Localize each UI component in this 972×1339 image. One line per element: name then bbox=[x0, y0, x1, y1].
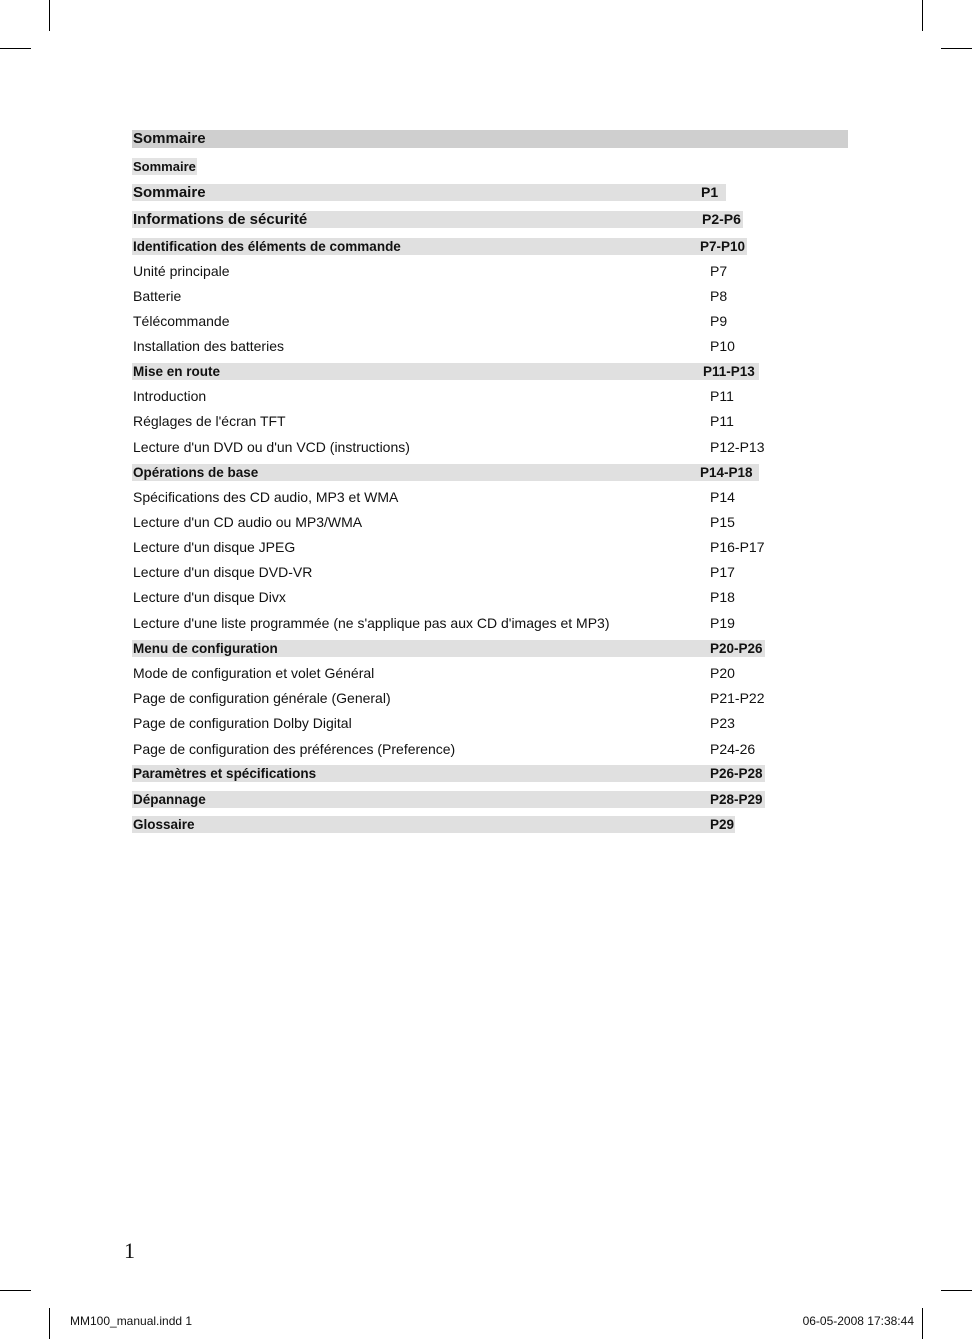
toc-entry-page: P23 bbox=[710, 715, 735, 731]
crop-mark bbox=[0, 1290, 31, 1291]
toc-entry bbox=[132, 514, 832, 532]
toc-entry bbox=[132, 184, 832, 202]
crop-mark bbox=[941, 48, 972, 49]
toc-entry-label: Lecture d'un disque DVD-VR bbox=[133, 564, 313, 580]
toc-entry-label: Page de configuration générale (General) bbox=[133, 690, 391, 706]
toc-entry-label: Lecture d'un DVD ou d'un VCD (instructions) bbox=[133, 439, 410, 455]
toc-entry bbox=[132, 263, 832, 281]
crop-mark bbox=[49, 0, 50, 31]
toc-entry bbox=[132, 665, 832, 683]
toc-entry bbox=[132, 363, 832, 381]
toc-entry-label: Lecture d'un disque Divx bbox=[133, 589, 286, 605]
crop-mark bbox=[0, 48, 31, 49]
toc-entry-page: P28-P29 bbox=[710, 792, 763, 807]
toc-entry-page: P11 bbox=[710, 388, 734, 404]
toc-entry-label: Dépannage bbox=[133, 792, 206, 807]
toc-entry bbox=[132, 816, 832, 834]
toc-entry bbox=[132, 791, 832, 809]
toc-entry-page: P20 bbox=[710, 665, 735, 681]
toc-entry-label: Lecture d'une liste programmée (ne s'applique pas aux CD d'images et MP3) bbox=[133, 615, 610, 631]
toc-entry-page: P21-P22 bbox=[710, 690, 765, 706]
toc-entry-label: Identification des éléments de commande bbox=[133, 239, 401, 254]
toc-entry-page: P16-P17 bbox=[710, 539, 765, 555]
toc-entry-highlight bbox=[132, 791, 765, 808]
toc-entry-page: P14 bbox=[710, 489, 735, 505]
toc-title-bar bbox=[132, 130, 848, 148]
toc-entry-page: P14-P18 bbox=[700, 465, 753, 480]
date-slug: 06-05-2008 17:38:44 bbox=[802, 1314, 914, 1328]
toc-entry-highlight bbox=[132, 184, 726, 201]
toc-entry-page: P9 bbox=[710, 313, 728, 329]
toc-entry-label: Lecture d'un CD audio ou MP3/WMA bbox=[133, 514, 363, 530]
toc-entry-page: P7 bbox=[710, 263, 728, 279]
toc-entry bbox=[132, 690, 832, 708]
toc-entry bbox=[132, 564, 832, 582]
crop-mark bbox=[922, 1308, 923, 1339]
toc-entry-label: Spécifications des CD audio, MP3 et WMA bbox=[133, 489, 399, 505]
toc-entry bbox=[132, 741, 832, 759]
toc-entry-page: P10 bbox=[710, 338, 735, 354]
page-number: 1 bbox=[124, 1238, 135, 1263]
toc-entry-page: P11-P13 bbox=[703, 364, 755, 379]
toc-entry-highlight bbox=[132, 816, 735, 833]
toc-entry-highlight bbox=[132, 363, 759, 380]
toc-entry-label: Unité principale bbox=[133, 263, 230, 279]
toc-entry bbox=[132, 715, 832, 733]
crop-mark bbox=[49, 1308, 50, 1339]
crop-mark bbox=[941, 1290, 972, 1291]
toc-entry-label: Glossaire bbox=[133, 817, 195, 832]
toc-entry-label: Réglages de l'écran TFT bbox=[133, 413, 286, 429]
toc-entry-page: P11 bbox=[710, 413, 734, 429]
toc-entry-label: Sommaire bbox=[133, 184, 206, 201]
toc-entry-label: Page de configuration des préférences (Preference) bbox=[133, 741, 456, 757]
toc-entry bbox=[132, 338, 832, 356]
toc-entry-label: Mode de configuration et volet Général bbox=[133, 665, 375, 681]
toc-subtitle: Sommaire bbox=[133, 159, 196, 174]
toc-entry-page: P29 bbox=[710, 817, 735, 832]
toc-entry-label: Opérations de base bbox=[133, 465, 259, 480]
toc-entry bbox=[132, 288, 832, 306]
toc-entry-page: P15 bbox=[710, 514, 735, 530]
toc-entry bbox=[132, 211, 832, 229]
file-slug: MM100_manual.indd 1 bbox=[70, 1314, 193, 1328]
toc-entry-page: P18 bbox=[710, 589, 735, 605]
toc-entry-page: P26-P28 bbox=[710, 766, 763, 781]
toc-entry bbox=[132, 439, 832, 457]
toc-entry bbox=[132, 413, 832, 431]
toc-entry-label: Informations de sécurité bbox=[133, 211, 308, 228]
toc-entry-page: P12-P13 bbox=[710, 439, 765, 455]
toc-entry bbox=[132, 589, 832, 607]
toc-entry bbox=[132, 765, 832, 783]
toc-entry bbox=[132, 238, 832, 256]
toc-entry-page: P2-P6 bbox=[702, 211, 741, 227]
toc-entry-label: Lecture d'un disque JPEG bbox=[133, 539, 296, 555]
toc-entry-label: Introduction bbox=[133, 388, 207, 404]
toc-entry-label: Page de configuration Dolby Digital bbox=[133, 715, 352, 731]
toc-title: Sommaire bbox=[133, 130, 206, 147]
toc-entry bbox=[132, 615, 832, 633]
toc-entry-page: P24-26 bbox=[710, 741, 756, 757]
toc-entry-page: P7-P10 bbox=[700, 239, 746, 254]
toc-entry bbox=[132, 313, 832, 331]
toc-entry-page: P8 bbox=[710, 288, 728, 304]
toc-entry-label: Télécommande bbox=[133, 313, 230, 329]
crop-mark bbox=[922, 0, 923, 31]
toc-entry-label: Menu de configuration bbox=[133, 641, 278, 656]
toc-entry-label: Paramètres et spécifications bbox=[133, 766, 317, 781]
toc-entry bbox=[132, 464, 832, 482]
toc-entry-page: P1 bbox=[701, 184, 719, 200]
toc-entry bbox=[132, 388, 832, 406]
toc-entry-label: Batterie bbox=[133, 288, 182, 304]
toc-entry-page: P20-P26 bbox=[710, 641, 763, 656]
toc-entry-label: Installation des batteries bbox=[133, 338, 284, 354]
toc-entry bbox=[132, 640, 832, 658]
toc-entry bbox=[132, 489, 832, 507]
toc-entry-label: Mise en route bbox=[133, 364, 221, 379]
toc-entry-page: P17 bbox=[710, 564, 735, 580]
toc-entry bbox=[132, 539, 832, 557]
toc-entry-page: P19 bbox=[710, 615, 735, 631]
